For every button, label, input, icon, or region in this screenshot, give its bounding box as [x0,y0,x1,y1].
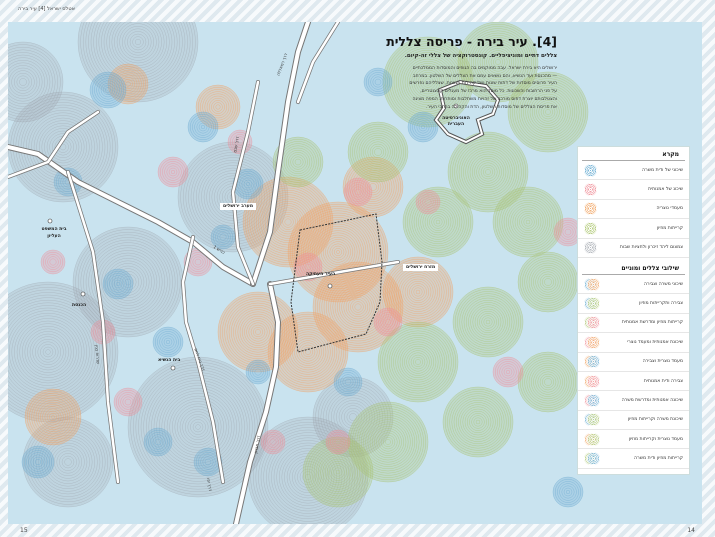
legend-item [578,314,689,333]
shadow-circle-green [443,387,513,457]
legend-swatch [584,241,597,254]
road-label: דרך שכם [232,136,240,153]
legend-label: מעמדי נוצריה [656,206,683,212]
legend-item [578,219,689,238]
page-title: [4]. עיר בירה - פריסה צללית [386,34,557,49]
legend-item [578,430,689,449]
legend-swatch [584,316,598,329]
shadow-circle-green [518,352,578,412]
legend-group-basic [578,161,689,258]
legend-item [578,391,689,410]
shadow-circle-pink [374,308,402,336]
road-label: שדרות בגין [94,344,101,365]
legend-item [578,353,689,372]
legend-swatch [584,222,597,235]
legend-swatch [584,202,597,215]
legend-swatch [584,164,597,177]
shadow-circle-orange [25,389,81,445]
shadow-circle-blue [22,446,54,478]
legend-group-combined [578,275,689,469]
shadow-circle-blue [553,477,583,507]
shadow-circle-blue [144,428,172,456]
shadow-circle-blue [408,112,438,142]
shadow-circle-blue [188,112,218,142]
legend-item [578,449,689,468]
shadow-circle-pink [416,190,440,214]
label-knesset: הכנסת [72,303,87,308]
shadow-circle-blue [364,68,392,96]
legend-item [578,333,689,352]
legend-swatch [584,297,598,310]
road-label: דרך יפו [205,477,214,492]
legend-item [578,180,689,199]
shadow-circle-pink [114,388,142,416]
shadow-circle-blue [103,269,133,299]
label-german-colony: בית הנשיא [158,358,181,363]
legend-label: שיכונת אמנותית ומעמד נוצרי [627,339,683,345]
legend-swatch [584,183,597,196]
legend-item [578,200,689,219]
shadow-circle-pink [326,430,350,454]
legend-heading: מקרא [582,147,685,161]
legend-item [578,275,689,294]
legend-swatch [584,355,598,368]
label-west-jerusalem: מערב ירושלים [220,203,256,210]
road-label: דרך חברון [252,435,262,454]
page-subtitle: צללים דתיים ומוניציפליים. קונסטרוקציה של צללי זה-קיום. [404,53,557,59]
legend-label: מעמד נוצרית וצבירה [642,359,683,365]
shadow-circle-blue [153,327,183,357]
legend-label: קרייתות מוזיון ודית משרה [634,456,683,462]
shadow-circle-green [453,287,523,357]
legend-label: צמצום ליהד זיכרון ולחציות שבות [619,245,683,251]
shadow-circle-green [518,252,578,312]
legend-item [578,294,689,313]
legend-label: שיכונה אמנותית ומדרשת משרה [621,397,683,403]
legend-item [578,411,689,430]
legend-item [578,161,689,180]
legend-swatch [584,433,598,446]
shadow-circle-blue [90,72,126,108]
shadow-circle-pink [158,157,188,187]
road-label: דרך בית לחם [193,347,207,372]
legend-heading: שילובי צללים ומוניים [582,261,685,275]
shadow-circle-blue [334,368,362,396]
legend-item [578,239,689,258]
legend-label: שיכונת משרה וקרייתות מוזיון [627,417,683,423]
legend-swatch [584,452,598,465]
label-high-court: בית המשפט העליון [41,227,67,239]
running-header: אטלס ישראל [4] עיר בירה [18,6,75,12]
legend-label: שיכונ של אמנותית [648,187,683,193]
label-east-jerusalem: מזרח ירושלים [403,264,438,271]
shadow-circle-pink [261,430,285,454]
shadow-circle-green [348,122,408,182]
legend-item [578,372,689,391]
shadow-circle-blue [246,360,270,384]
legend-label: קרייתות מוזיון [656,225,683,231]
legend-label: שיכוני של ודית משרה [642,167,683,173]
page-number-right: 14 [687,527,695,534]
legend-swatch [584,375,598,388]
title-block [386,34,557,111]
legend-label: מעמד נוצרית וקרייתות מוזיון [628,436,683,442]
legend-swatch [584,278,598,291]
road-label: כביש 1 [212,244,226,255]
label-hebrew-university: האוניברסיטה העברית [442,116,470,127]
legend [577,146,690,475]
body-text: ירושלים היא בירת ישראל. עבה ממוקמים בה הגופים והמוסדות הממלכתיים — מהכנסת ועד הנשיא, והם נושאים עמם את הצללים של השלטון. במרחב העיר פרוסים מוסדות של דתות שונות ושל קהילות מגוונות, שצלליהם נפרשים על פני הרחובות והשכונות. כל מוסד הוא מרכז של מעגלים קונצנטריים, והצטלבותם יוצרת דפוס מורכב של זהויות משתלבות וסותרות. המפה מציגה את פריסת הצללים של מוסדות השלטון, הדת והקהילה ברחבי העיר. [409,66,557,110]
shadow-circle-green [493,187,563,257]
label-old-city: העיר העתיקה [306,272,336,277]
legend-label: צבירה ותקרייתות מוזיון [639,301,683,307]
page-number-left: 15 [20,527,28,534]
shadow-circle-pink [493,357,523,387]
shadow-circle-pink [344,178,372,206]
legend-label: צבירה ודית אמנותית [643,378,683,384]
legend-label: קרייתות מוזיון ומדרשת אמנותית [621,320,683,326]
legend-swatch [584,394,598,407]
shadow-circle-pink [41,250,65,274]
legend-swatch [584,336,598,349]
legend-swatch [584,413,598,426]
road-label: דרך רמאללה [275,52,289,77]
legend-label: שיכוני משרה וצבירה [644,281,683,287]
